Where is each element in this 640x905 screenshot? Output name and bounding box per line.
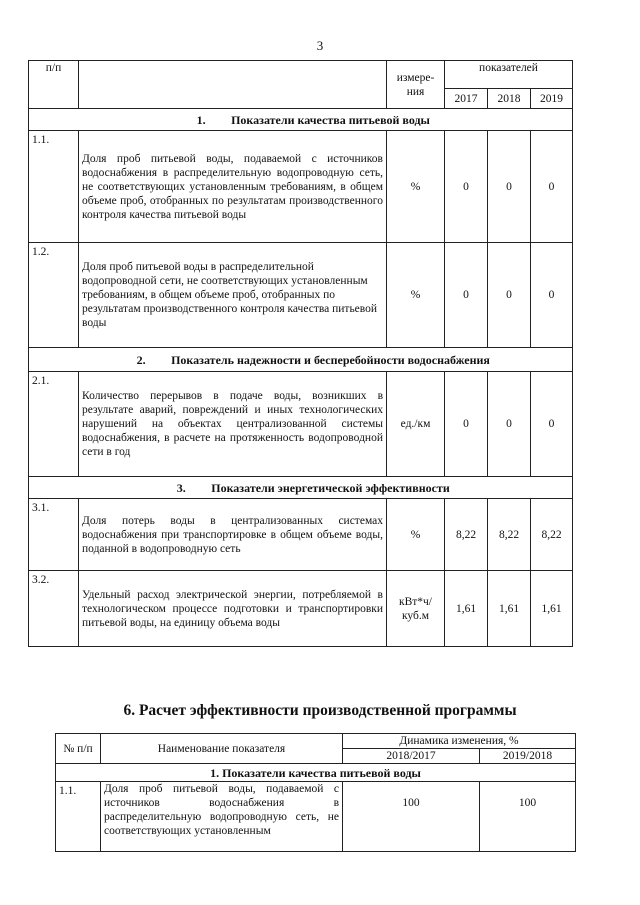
row-value: 0 <box>531 243 573 348</box>
row-value: 8,22 <box>531 499 573 571</box>
row-text: Удельный расход электрической энергии, потребляемой в технологическом процессе подготовки и транспортировки питьевой воды, на единицу объема воды <box>79 571 387 647</box>
row-value: 0 <box>445 372 488 477</box>
header-indicators: показателей <box>445 61 573 89</box>
row-value: 100 <box>480 782 576 852</box>
header-num: п/п <box>29 61 79 109</box>
header-num: № п/п <box>56 734 101 764</box>
section-title: 1. Показатели качества питьевой воды <box>29 109 573 131</box>
row-value: 8,22 <box>488 499 531 571</box>
period-cell: 2018/2017 <box>343 749 480 764</box>
row-num: 3.1. <box>29 499 79 571</box>
table-row <box>29 571 573 647</box>
row-text: Доля потерь воды в централизованных системах водоснабжения при транспортировке в общем объеме воды, поданной в водопроводную сеть <box>79 499 387 571</box>
row-value: 1,61 <box>488 571 531 647</box>
row-num: 1.1. <box>56 782 101 852</box>
row-num: 2.1. <box>29 372 79 477</box>
section-row <box>29 477 573 499</box>
section-title: 2. Показатель надежности и бесперебойности водоснабжения <box>29 348 573 372</box>
row-value: 0 <box>445 131 488 243</box>
row-value: 0 <box>531 372 573 477</box>
row-value: 0 <box>445 243 488 348</box>
page-bottom-margin <box>0 872 640 905</box>
row-text: Доля проб питьевой воды, подаваемой с источников водоснабжения в распределительную водопроводную сеть, не соответствующих установленным <box>101 782 343 852</box>
row-text: Количество перерывов в подаче воды, возникших в результате аварий, повреждений и иных технологических нарушений на объектах централизованной системы водоснабжения, в расчете на протяженность водопроводной сети в год <box>79 372 387 477</box>
row-value: 0 <box>488 243 531 348</box>
indicators-table <box>28 60 573 647</box>
row-num: 1.2. <box>29 243 79 348</box>
header-name: Наименование показателя <box>101 734 343 764</box>
year-cell: 2017 <box>445 89 488 109</box>
page-number: 3 <box>316 38 324 53</box>
row-value: 0 <box>488 131 531 243</box>
section-title: 1. Показатели качества питьевой воды <box>56 764 576 782</box>
table-row <box>29 243 573 348</box>
table-row <box>29 131 573 243</box>
row-text: Доля проб питьевой воды, подаваемой с источников водоснабжения в распределительную водопроводную сеть, не соответствующих установленным требованиям, в общем объеме проб, отобранных по результатам производственного контроля качества питьевой воды <box>79 131 387 243</box>
header-row <box>29 61 573 89</box>
period-cell: 2019/2018 <box>480 749 576 764</box>
row-num: 1.1. <box>29 131 79 243</box>
table-row <box>29 372 573 477</box>
section-row <box>29 348 573 372</box>
row-value: 0 <box>531 131 573 243</box>
row-value: 1,61 <box>445 571 488 647</box>
row-value: 8,22 <box>445 499 488 571</box>
section-title: 3. Показатели энергетической эффективности <box>29 477 573 499</box>
row-text: Доля проб питьевой воды в распределительной водопроводной сети, не соответствующих установленным требованиям, в общем объеме проб, отобранных по результатам производственного контроля качества питьевой воды <box>79 243 387 348</box>
year-cell: 2019 <box>531 89 573 109</box>
row-value: 0 <box>488 372 531 477</box>
row-unit: кВт*ч/куб.м <box>387 571 445 647</box>
row-num: 3.2. <box>29 571 79 647</box>
section-heading: 6. Расчет эффективности производственной программы <box>123 702 517 719</box>
header-name <box>79 61 387 109</box>
row-value: 100 <box>343 782 480 852</box>
section-row <box>56 764 576 782</box>
row-unit: % <box>387 243 445 348</box>
row-value: 1,61 <box>531 571 573 647</box>
row-unit: ед./км <box>387 372 445 477</box>
year-cell: 2018 <box>488 89 531 109</box>
header-dynamics: Динамика изменения, % <box>343 734 576 749</box>
table-row <box>56 782 576 852</box>
header-unit: измере-ния <box>387 61 445 109</box>
section-row <box>29 109 573 131</box>
row-unit: % <box>387 499 445 571</box>
header-row <box>56 734 576 749</box>
efficiency-table <box>55 733 576 852</box>
table-row <box>29 499 573 571</box>
row-unit: % <box>387 131 445 243</box>
